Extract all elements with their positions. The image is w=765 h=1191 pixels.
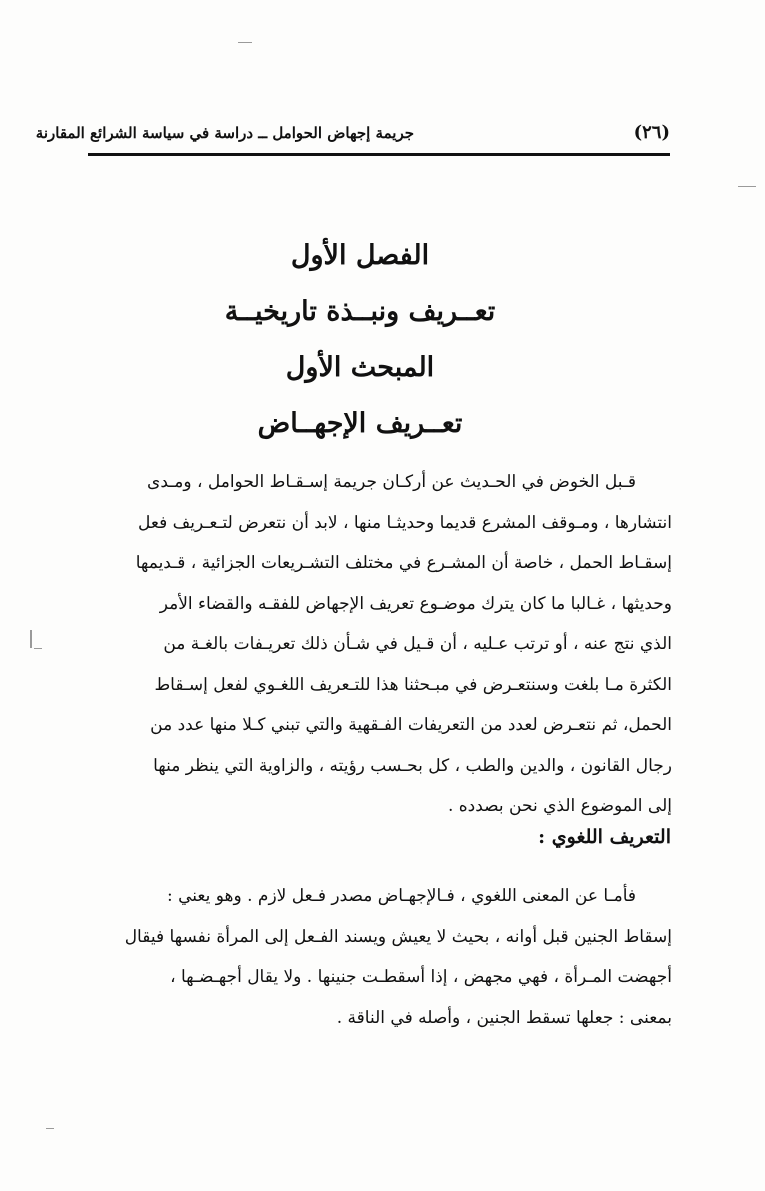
header-title: جريمة إجهاض الحوامل ــ دراسة في سياسة الشرائع المقارنة (35, 124, 414, 142)
paragraph-line: رجال القانون ، والدين والطب ، كل بحـسب رؤيته ، والزاوية التي ينظر منها (153, 755, 672, 776)
running-header (35, 118, 670, 154)
scan-mark (34, 648, 42, 649)
section-title: المبحث الأول (285, 352, 435, 383)
paragraph-line: إسقـاط الحمل ، خاصة أن المشـرع في مختلف التشـريعات الجزائية ، قـديمها (135, 553, 672, 573)
intro-paragraph (80, 462, 672, 827)
chapter-subtitle: تعــريف ونبــذة تاريخيــة (224, 296, 496, 327)
header-rule (88, 153, 670, 156)
scan-mark (30, 630, 32, 648)
paragraph-line: إسقاط الجنين قبل أوانه ، بحيث لا يعيش ويسند الفـعل إلى المرأة نفسها فيقال (124, 926, 672, 947)
linguistic-definition-paragraph (80, 876, 672, 1038)
paragraph-line: انتشارها ، ومـوقف المشرع قديما وحديثـا منها ، لابد أن نتعرض لتـعـريف فعل (138, 512, 672, 533)
scan-mark (46, 1128, 54, 1129)
scan-mark (238, 42, 252, 43)
paragraph-line: بمعنى : جعلها تسقط الجنين ، وأصله في الناقة . (336, 1007, 672, 1028)
section-subtitle: تعــريف الإجهــاض (257, 408, 463, 439)
paragraph-line: الكثرة مـا بلغت وسنتعـرض في مبـحثنا هذا للتـعريف اللغـوي لفعل إسـقاط (154, 674, 672, 695)
scan-mark (738, 186, 756, 187)
paragraph-line: قـبل الخوض في الحـديث عن أركـان جريمة إسـقـاط الحوامل ، ومـدى (147, 472, 636, 492)
paragraph-line: وحديثها ، غـالبا ما كان يترك موضـوع تعريف الإجهاض للفقـه والقضاء الأمر (159, 593, 672, 614)
page-number: (٢٦) (633, 122, 670, 143)
chapter-title: الفصل الأول (290, 240, 430, 271)
linguistic-definition-heading: التعريف اللغوي : (538, 826, 671, 848)
paragraph-line: الحمل، ثم نتعـرض لعدد من التعريفات الفـقهية والتي تبني كـلا منها عدد من (150, 715, 672, 735)
paragraph-line: فأمـا عن المعنى اللغوي ، فـالإجهـاض مصدر فـعل لازم . وهو يعني : (167, 886, 636, 906)
paragraph-line: إلى الموضوع الذي نحن بصدده . (447, 796, 672, 816)
paragraph-line: أجهضت المـرأة ، فهي مجهض ، إذا أسقطـت جنينها . ولا يقال أجهـضـها ، (170, 967, 672, 987)
chapter-headings (150, 228, 570, 452)
paragraph-line: الذي نتج عنه ، أو ترتب عـليه ، أن قـيل في شـأن ذلك تعريـفات بالغـة من (163, 634, 672, 654)
